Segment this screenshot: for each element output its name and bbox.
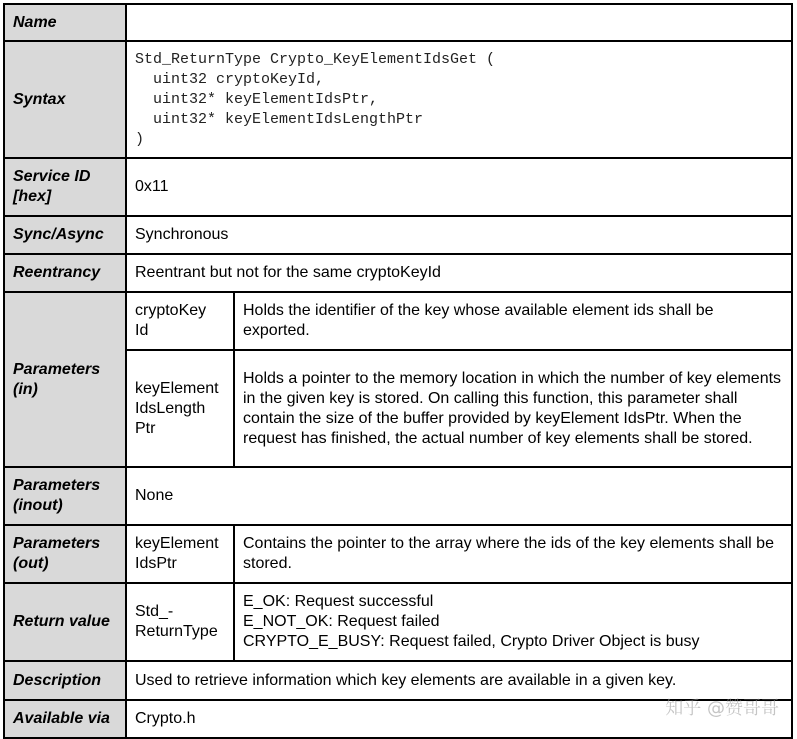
description-value: Used to retrieve information which key elements are available in a given key.	[126, 661, 792, 700]
return-value-label: Return value	[4, 583, 126, 661]
name-label: Name	[4, 4, 126, 41]
reentrancy-value: Reentrant but not for the same cryptoKeyId	[126, 254, 792, 292]
name-value	[126, 4, 792, 41]
row-reentrancy	[4, 254, 792, 292]
row-available-via	[4, 700, 792, 738]
param-in-desc: Holds a pointer to the memory location in which the number of key elements in the given key is stored. On calling this function, this parameter shall contain the size of the buffer provided by keyElement IdsPtr. When the request has finished, the actual number of key elements shall be stored.	[234, 350, 792, 467]
row-description	[4, 661, 792, 700]
return-line-busy: CRYPTO_E_BUSY: Request failed, Crypto Driver Object is busy	[243, 633, 700, 650]
param-out-name: keyElement IdsPtr	[126, 525, 234, 583]
param-in-name: cryptoKey Id	[126, 292, 234, 350]
service-id-value: 0x11	[126, 158, 792, 216]
params-inout-label: Parameters (inout)	[4, 467, 126, 525]
sync-async-label: Sync/Async	[4, 216, 126, 254]
return-value-desc	[234, 583, 792, 661]
syntax-label: Syntax	[4, 41, 126, 158]
return-type: Std_- ReturnType	[126, 583, 234, 661]
description-label: Description	[4, 661, 126, 700]
return-line-not-ok: E_NOT_OK: Request failed	[243, 613, 440, 630]
available-via-label: Available via	[4, 700, 126, 738]
param-in-desc: Holds the identifier of the key whose available element ids shall be exported.	[234, 292, 792, 350]
row-name	[4, 4, 792, 41]
row-params-out	[4, 525, 792, 583]
api-spec-table	[3, 3, 793, 739]
params-out-label: Parameters (out)	[4, 525, 126, 583]
params-in-label: Parameters (in)	[4, 292, 126, 467]
row-service-id	[4, 158, 792, 216]
syntax-code: Std_ReturnType Crypto_KeyElementIdsGet ( uint32 cryptoKeyId, uint32* keyElementIdsPtr, uint32* keyElementIdsLengthPtr )	[135, 50, 496, 148]
sync-async-value: Synchronous	[126, 216, 792, 254]
available-via-value: Crypto.h	[126, 700, 792, 738]
return-line-ok: E_OK: Request successful	[243, 593, 434, 610]
service-id-label: Service ID [hex]	[4, 158, 126, 216]
param-in-name: keyElement IdsLength Ptr	[126, 350, 234, 467]
row-syntax	[4, 41, 792, 158]
param-out-desc: Contains the pointer to the array where the ids of the key elements shall be stored.	[234, 525, 792, 583]
watermark: 知乎 @赞哥哥	[665, 698, 779, 719]
reentrancy-label: Reentrancy	[4, 254, 126, 292]
row-return-value	[4, 583, 792, 661]
syntax-cell	[126, 41, 792, 158]
row-sync-async	[4, 216, 792, 254]
row-params-inout	[4, 467, 792, 525]
row-params-in-1	[4, 292, 792, 350]
params-inout-value: None	[126, 467, 792, 525]
